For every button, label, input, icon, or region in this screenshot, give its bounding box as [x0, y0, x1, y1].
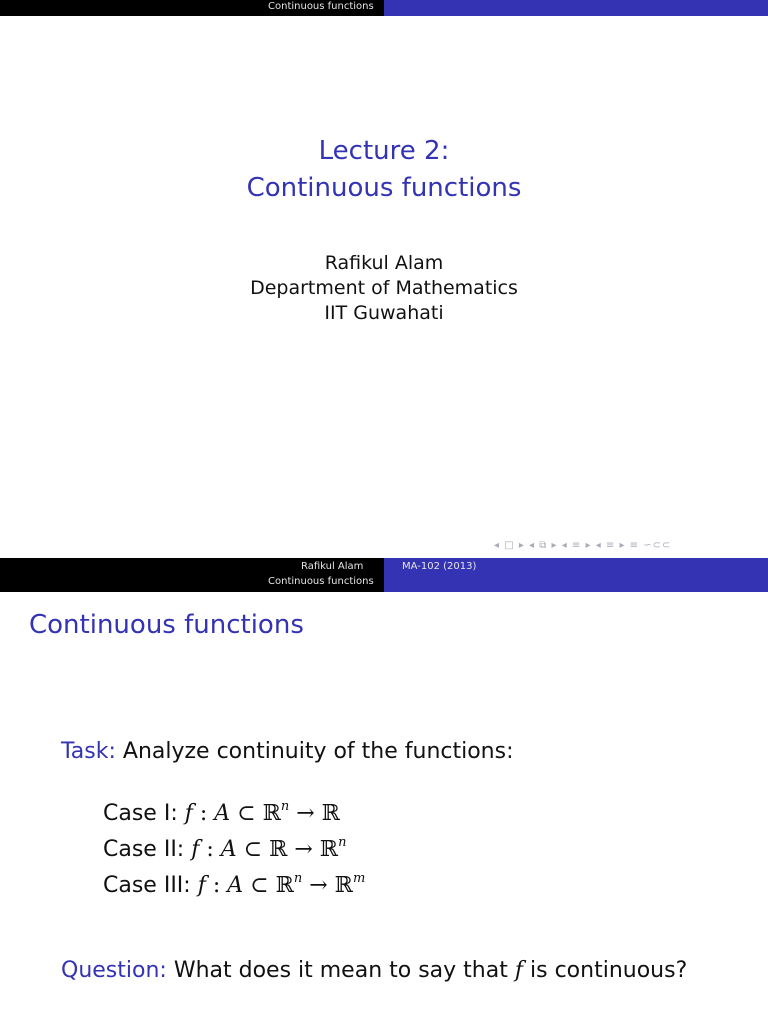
case-3-line [103, 873, 365, 898]
question-text-before: What does it mean to say that [173, 958, 508, 983]
author-name: Rafikul Alam [324, 252, 444, 274]
question-variable: f [514, 958, 524, 983]
case-1-label: Case I: [103, 801, 178, 826]
case-1-formula: f : A ⊂ ℝ$^n$ → ℝ [184, 799, 340, 826]
author-department: Department of Mathematics [250, 277, 518, 299]
task-text: Analyze continuity of the functions: [122, 739, 514, 764]
top-header-title: Continuous functions [268, 1, 374, 12]
case-1-line [103, 801, 340, 826]
case-2-formula: f : A ⊂ ℝ → ℝ$^n$ [191, 835, 347, 862]
task-label: Task: [61, 739, 116, 764]
case-2-line [103, 837, 346, 862]
author-institute: IIT Guwahati [324, 302, 444, 324]
question-line [61, 958, 687, 983]
top-header-bar-right [384, 0, 768, 16]
case-2-label: Case II: [103, 837, 185, 862]
task-line [61, 739, 514, 764]
frame-title: Continuous functions [29, 610, 304, 640]
footer-short-title: Continuous functions [268, 576, 374, 587]
case-3-label: Case III: [103, 873, 191, 898]
question-text-after: is continuous? [530, 958, 688, 983]
footer-course: MA-102 (2013) [402, 561, 477, 572]
lecture-topic-title: Continuous functions [246, 173, 522, 203]
footer-author: Rafikul Alam [301, 561, 364, 572]
beamer-navigation-icons[interactable]: ◂ □ ▸ ◂ ⧉ ▸ ◂ ≡ ▸ ◂ ≡ ▸ ≡ ∽⊂⊂ [494, 540, 672, 551]
case-3-formula: f : A ⊂ ℝ$^n$ → ℝ$^m$ [197, 871, 366, 898]
question-label: Question: [61, 958, 167, 983]
lecture-number-title: Lecture 2: [318, 136, 450, 166]
